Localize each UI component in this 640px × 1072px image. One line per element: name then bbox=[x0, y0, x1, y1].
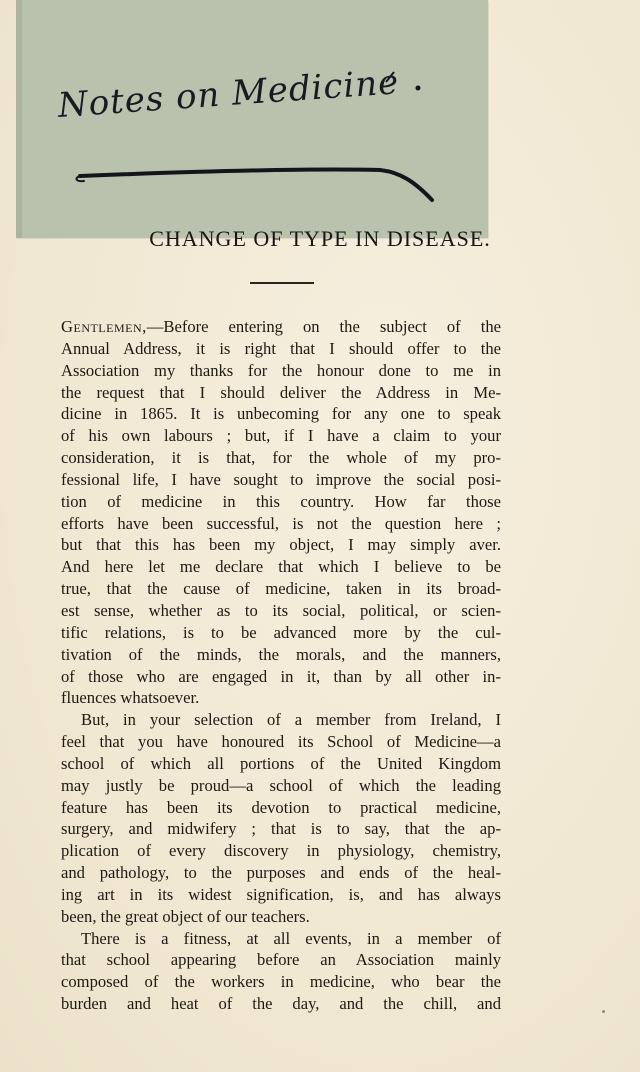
text-line bbox=[61, 884, 501, 906]
text-line bbox=[61, 666, 501, 688]
line-text: —Before entering on the subject of the bbox=[146, 317, 501, 336]
line-text: of those who are engaged in it, than by all other in- bbox=[61, 666, 501, 686]
line-text: est sense, whether as to its social, political, or scien- bbox=[61, 600, 501, 620]
slip-shadow-edge bbox=[16, 0, 22, 238]
body-text bbox=[61, 316, 501, 1015]
text-line bbox=[61, 928, 501, 950]
salutation: Gentlemen, bbox=[61, 317, 147, 336]
text-line bbox=[61, 818, 501, 840]
line-text: feel that you have honoured its School of Medicine—a bbox=[61, 732, 501, 752]
handwritten-note: Notes on Medicine bbox=[56, 62, 401, 126]
text-line bbox=[61, 797, 501, 819]
text-line bbox=[61, 403, 501, 425]
text-line bbox=[61, 731, 501, 753]
text-line bbox=[61, 338, 501, 360]
text-line bbox=[61, 360, 501, 382]
line-text: efforts have been successful, is not the question here ; bbox=[61, 513, 501, 533]
line-text: dicine in 1865. It is unbecoming for any one to speak bbox=[61, 404, 501, 424]
line-text: Association my thanks for the honour done to me in bbox=[61, 360, 501, 380]
line-text: tific relations, is to be advanced more by the cul- bbox=[61, 622, 501, 642]
text-line bbox=[61, 906, 501, 928]
line-text: ing art in its widest signification, is, and has always bbox=[61, 884, 501, 904]
line-text: And here let me declare that which I believe to be bbox=[61, 557, 501, 577]
chapter-heading: CHANGE OF TYPE IN DISEASE. bbox=[149, 226, 491, 251]
text-line bbox=[61, 316, 501, 338]
line-text: tivation of the minds, the morals, and the manners, bbox=[61, 644, 501, 664]
text-line bbox=[61, 513, 501, 535]
line-text: may justly be proud—a school of which the leading bbox=[61, 775, 501, 795]
line-text: fessional life, I have sought to improve the social posi- bbox=[61, 469, 501, 489]
text-line bbox=[61, 578, 501, 600]
text-line bbox=[61, 753, 501, 775]
line-text: plication of every discovery in physiology, chemistry, bbox=[61, 841, 501, 861]
text-line bbox=[61, 447, 501, 469]
line-text: burden and heat of the day, and the chill, and bbox=[61, 994, 501, 1014]
text-line bbox=[61, 534, 501, 556]
line-text: composed of the workers in medicine, who bear the bbox=[61, 972, 501, 992]
line-text: been, the great object of our teachers. bbox=[61, 906, 310, 926]
text-line bbox=[61, 862, 501, 884]
text-line bbox=[61, 382, 501, 404]
text-line bbox=[61, 425, 501, 447]
signature-flourish bbox=[80, 169, 432, 200]
text-line bbox=[61, 491, 501, 513]
text-line bbox=[61, 622, 501, 644]
text-line bbox=[61, 840, 501, 862]
text-line bbox=[61, 556, 501, 578]
line-text: but that this has been my object, I may simply aver. bbox=[61, 535, 501, 555]
line-text: true, that the cause of medicine, taken in its broad- bbox=[61, 579, 501, 599]
line-text: consideration, it is that, for the whole of my pro- bbox=[61, 448, 501, 468]
line-text: But, in your selection of a member from Ireland, I bbox=[81, 710, 501, 730]
line-text: that school appearing before an Association mainly bbox=[61, 950, 501, 970]
text-line bbox=[61, 709, 501, 731]
text-line bbox=[61, 993, 501, 1015]
line-text: and pathology, to the purposes and ends of the heal- bbox=[61, 863, 501, 883]
heading-rule bbox=[250, 282, 314, 284]
line-text: tion of medicine in this country. How far those bbox=[61, 491, 501, 511]
text-line bbox=[61, 949, 501, 971]
text-line bbox=[61, 644, 501, 666]
paper-speck bbox=[602, 1010, 605, 1013]
signature-dot bbox=[416, 86, 421, 91]
line-text: of his own labours ; but, if I have a claim to your bbox=[61, 426, 501, 446]
text-line bbox=[61, 775, 501, 797]
line-text: feature has been its devotion to practical medicine, bbox=[61, 797, 501, 817]
line-text: fluences whatsoever. bbox=[61, 688, 200, 708]
line-text: Annual Address, it is right that I should offer to the bbox=[61, 338, 501, 358]
text-line bbox=[61, 687, 501, 709]
text-line bbox=[61, 600, 501, 622]
text-line bbox=[61, 469, 501, 491]
text-line bbox=[61, 971, 501, 993]
line-text: There is a fitness, at all events, in a member of bbox=[81, 928, 501, 948]
line-text: surgery, and midwifery ; that is to say, that the ap- bbox=[61, 819, 501, 839]
line-text: school of which all portions of the United Kingdom bbox=[61, 753, 501, 773]
line-text: the request that I should deliver the Address in Me- bbox=[61, 382, 501, 402]
